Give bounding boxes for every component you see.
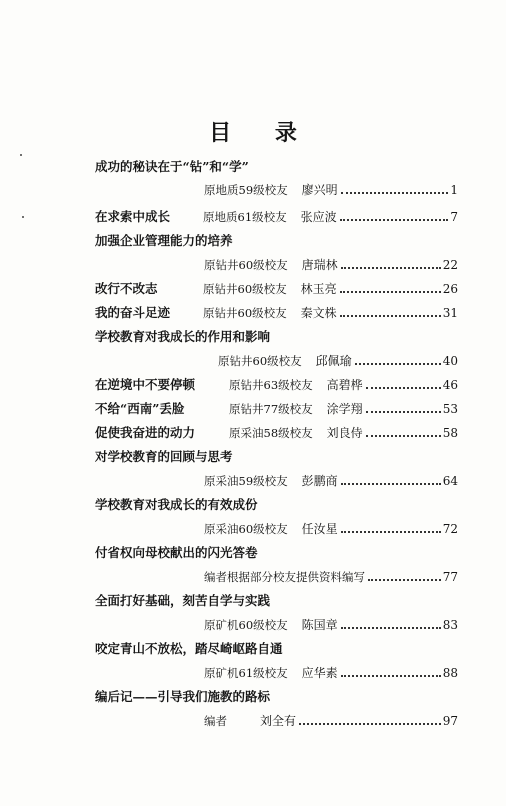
page-number: 97 [442, 714, 458, 728]
dot-leader [340, 291, 441, 293]
entry-source: 原采油58级校友 [229, 426, 313, 440]
entry-author: 林玉亮 [300, 282, 337, 296]
entry-author: 任汝星 [301, 522, 338, 536]
page-number: 31 [442, 306, 458, 320]
page-number: 26 [442, 282, 458, 296]
dot-leader [341, 675, 441, 677]
entry-title: 成功的秘诀在于“钻”和“学” [95, 159, 249, 174]
dot-leader [340, 219, 449, 221]
toc-entry-meta [204, 712, 458, 730]
dot-leader [366, 411, 441, 413]
page-number: 88 [442, 666, 458, 680]
entry-source: 编者 [204, 714, 227, 728]
page-number: 1 [450, 183, 458, 197]
toc-entry-meta [204, 664, 458, 682]
dot-leader [366, 435, 441, 437]
page-number: 7 [450, 210, 458, 224]
dot-leader [355, 363, 441, 365]
entry-author: 刘全有 [260, 714, 297, 728]
page-title: 目 录 [209, 120, 315, 146]
entry-author: 邱佩瑜 [315, 354, 352, 368]
entry-title: 我的奋斗足迹 [95, 305, 171, 320]
entry-title: 编后记——引导我们施教的路标 [95, 689, 271, 704]
dot-leader [341, 192, 449, 194]
entry-source: 原采油59级校友 [204, 474, 288, 488]
toc-entry-meta [204, 616, 458, 634]
page-number: 64 [442, 474, 458, 488]
entry-title: 学校教育对我成长的有效成份 [95, 497, 258, 512]
entry-author: 高碧桦 [326, 378, 363, 392]
entry-author: 秦文株 [300, 306, 337, 320]
page-number: 53 [442, 402, 458, 416]
toc-entry [95, 280, 458, 298]
dot-leader [341, 267, 441, 269]
page-number: 72 [442, 522, 458, 536]
toc-entry-meta [204, 520, 458, 538]
entry-source: 原采油60级校友 [204, 522, 288, 536]
toc-entry [95, 376, 458, 394]
page-number: 58 [442, 426, 458, 440]
dot-leader [368, 579, 441, 581]
entry-title: 对学校教育的回顾与思考 [95, 449, 233, 464]
toc-entry-meta [204, 256, 458, 274]
entry-title: 全面打好基础，刻苦自学与实践 [95, 593, 271, 608]
entry-title: 付省权向母校献出的闪光答卷 [95, 545, 258, 560]
toc-entry-meta [204, 568, 458, 586]
entry-author: 唐瑞林 [301, 258, 338, 272]
entry-title: 学校教育对我成长的作用和影响 [95, 329, 271, 344]
entry-source: 原地质59级校友 [204, 183, 288, 197]
entry-title: 咬定青山不放松，踏尽崎岖路自通 [95, 641, 283, 656]
entry-author: 张应波 [300, 210, 337, 224]
toc-entry-title [95, 158, 249, 176]
entry-title: 在求索中成长 [95, 209, 171, 224]
toc-entry-title [95, 640, 283, 658]
entry-author: 刘良侍 [326, 426, 363, 440]
toc-entry [95, 304, 458, 322]
entry-source: 编者根据部分校友提供资料编写 [204, 570, 365, 584]
entry-source: 原矿机60级校友 [204, 618, 288, 632]
entry-title: 加强企业管理能力的培养 [95, 233, 233, 248]
toc-entry [95, 400, 458, 418]
toc-entry-meta [204, 472, 458, 490]
dot-leader [341, 483, 441, 485]
toc-entry-title [95, 232, 233, 250]
toc-entry-title [95, 544, 258, 562]
entry-source: 原钻井60级校友 [218, 354, 302, 368]
dot-leader [340, 315, 441, 317]
toc-entry-meta [204, 181, 458, 199]
dot-leader [299, 723, 441, 725]
toc-entry-title [95, 592, 270, 610]
toc-entry [95, 424, 458, 442]
entry-author: 彭鹏商 [301, 474, 338, 488]
page-number: 40 [442, 354, 458, 368]
toc-entry-title [95, 688, 270, 706]
entry-source: 原钻井60级校友 [203, 282, 287, 296]
page-number: 77 [442, 570, 458, 584]
entry-title: 在逆境中不要停顿 [95, 377, 196, 392]
toc-entry-title [95, 328, 270, 346]
entry-source: 原钻井63级校友 [229, 378, 313, 392]
page-number: 22 [442, 258, 458, 272]
entry-source: 原钻井60级校友 [203, 306, 287, 320]
entry-source: 原钻井60级校友 [204, 258, 288, 272]
entry-source: 原地质61级校友 [203, 210, 287, 224]
entry-author: 应华素 [301, 666, 338, 680]
toc-entry [95, 208, 458, 226]
entry-author: 陈国章 [301, 618, 338, 632]
toc-entry-title [95, 448, 233, 466]
entry-title: 不给“西南”丢脸 [95, 401, 185, 416]
entry-source: 原矿机61级校友 [204, 666, 288, 680]
toc-entry-meta [218, 352, 458, 370]
page-number: 46 [442, 378, 458, 392]
entry-title: 促使我奋进的动力 [95, 425, 196, 440]
dot-leader [366, 387, 441, 389]
dot-leader [341, 627, 441, 629]
entry-author: 廖兴明 [301, 183, 338, 197]
toc-entry-title [95, 496, 258, 514]
entry-title: 改行不改志 [95, 281, 158, 296]
dot-leader [341, 531, 441, 533]
page-number: 83 [442, 618, 458, 632]
entry-author: 涂学翔 [326, 402, 363, 416]
entry-source: 原钻井77级校友 [229, 402, 313, 416]
